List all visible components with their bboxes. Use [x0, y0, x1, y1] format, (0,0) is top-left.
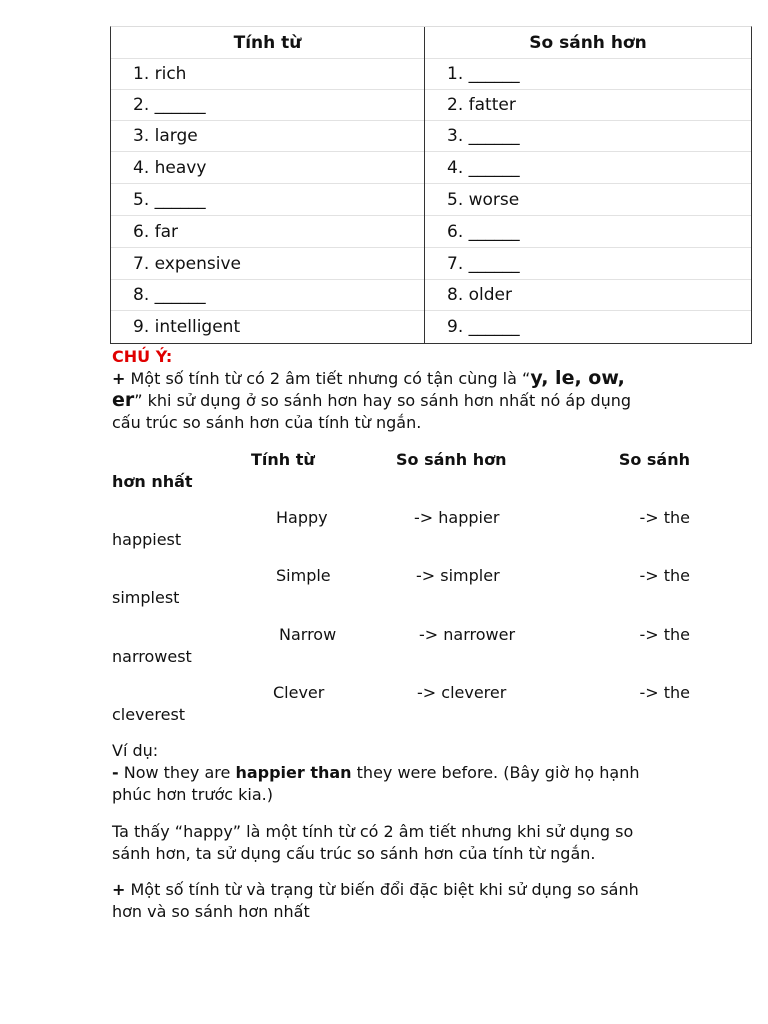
comparison-comparative: -> narrower: [419, 625, 516, 644]
comparison-comparative: -> happier: [414, 508, 500, 527]
comparison-adjective: Clever: [273, 683, 325, 702]
note-line-2: [112, 389, 690, 412]
note-text: Một số tính từ có 2 âm tiết nhưng có tận cùng là “: [125, 369, 531, 388]
table-row: 3. large: [111, 121, 424, 152]
dash: -: [112, 763, 119, 782]
table-row: 9. intelligent: [133, 317, 241, 337]
table-row: 5. ______: [111, 185, 424, 216]
adjective-column: [111, 27, 425, 343]
comparison-header-comparative: So sánh hơn: [396, 450, 507, 469]
table-row: 5. worse: [425, 185, 751, 216]
explanation-line-1: Ta thấy “happy” là một tính từ có 2 âm tiết nhưng khi sử dụng so: [112, 822, 634, 841]
example-text: Now they are: [118, 763, 236, 782]
note-title: CHÚ Ý:: [112, 347, 173, 366]
table-row: 2. fatter: [425, 90, 751, 121]
comparison-header-adjective: Tính từ: [251, 450, 315, 469]
example-text: they were before. (Bây giờ họ hạnh: [351, 763, 640, 782]
table-row: 7. ______: [425, 249, 751, 280]
table-row: 1. rich: [111, 59, 424, 90]
table-row: 6. ______: [425, 217, 751, 248]
note-line-3: cấu trúc so sánh hơn của tính từ ngắn.: [112, 413, 422, 432]
note-line-1: [112, 367, 690, 390]
note-ending-er: er: [112, 389, 135, 411]
comparison-adjective: Narrow: [279, 625, 337, 644]
table-row: 4. ______: [425, 153, 751, 184]
example-line-1: [112, 762, 690, 784]
comparative-column: [425, 27, 751, 343]
comparative-header: So sánh hơn: [425, 27, 751, 59]
comparison-superlative: -> the: [639, 566, 690, 585]
explanation-line-2: sánh hơn, ta sử dụng cấu trúc so sánh hơn của tính từ ngắn.: [112, 844, 596, 863]
comparison-header-superlative-cont: hơn nhất: [112, 472, 193, 491]
table-row: 2. ______: [111, 90, 424, 121]
example-label: Ví dụ:: [112, 741, 159, 760]
comparison-header-superlative: So sánh: [618, 450, 690, 469]
table-row: 1. ______: [425, 59, 751, 90]
comparison-comparative: -> cleverer: [417, 683, 507, 702]
comparison-superlative-cont: simplest: [112, 588, 180, 607]
comparison-superlative: -> the: [639, 508, 690, 527]
comparison-adjective: Happy: [276, 508, 328, 527]
adjective-header: Tính từ: [111, 27, 424, 59]
table-row: 7. expensive: [111, 249, 424, 280]
table-row: 8. older: [425, 280, 751, 311]
comparison-superlative: -> the: [639, 683, 690, 702]
table-row: 8. ______: [111, 280, 424, 311]
special-line-2: hơn và so sánh hơn nhất: [112, 902, 310, 921]
table-row: 6. far: [111, 217, 424, 248]
table-row: 9. ______: [447, 317, 520, 337]
comparison-superlative-cont: cleverest: [112, 705, 186, 724]
plus-sign: +: [112, 369, 126, 388]
table-row: 4. heavy: [111, 153, 424, 184]
example-line-2: phúc hơn trước kia.): [112, 785, 273, 804]
table-row: 3. ______: [425, 121, 751, 152]
comparison-adjective: Simple: [276, 566, 331, 585]
special-line-1: [112, 879, 690, 901]
exercise-table: [110, 26, 752, 344]
example-highlight: happier than: [235, 763, 352, 782]
comparison-superlative-cont: narrowest: [112, 647, 192, 666]
comparison-comparative: -> simpler: [416, 566, 500, 585]
special-text: Một số tính từ và trạng từ biến đổi đặc biệt khi sử dụng so sánh: [125, 880, 639, 899]
comparison-superlative-cont: happiest: [112, 530, 182, 549]
note-text: ” khi sử dụng ở so sánh hơn hay so sánh hơn nhất nó áp dụng: [134, 391, 632, 410]
comparison-superlative: -> the: [639, 625, 690, 644]
note-endings: y, le, ow,: [530, 367, 625, 389]
plus-sign: +: [112, 880, 126, 899]
